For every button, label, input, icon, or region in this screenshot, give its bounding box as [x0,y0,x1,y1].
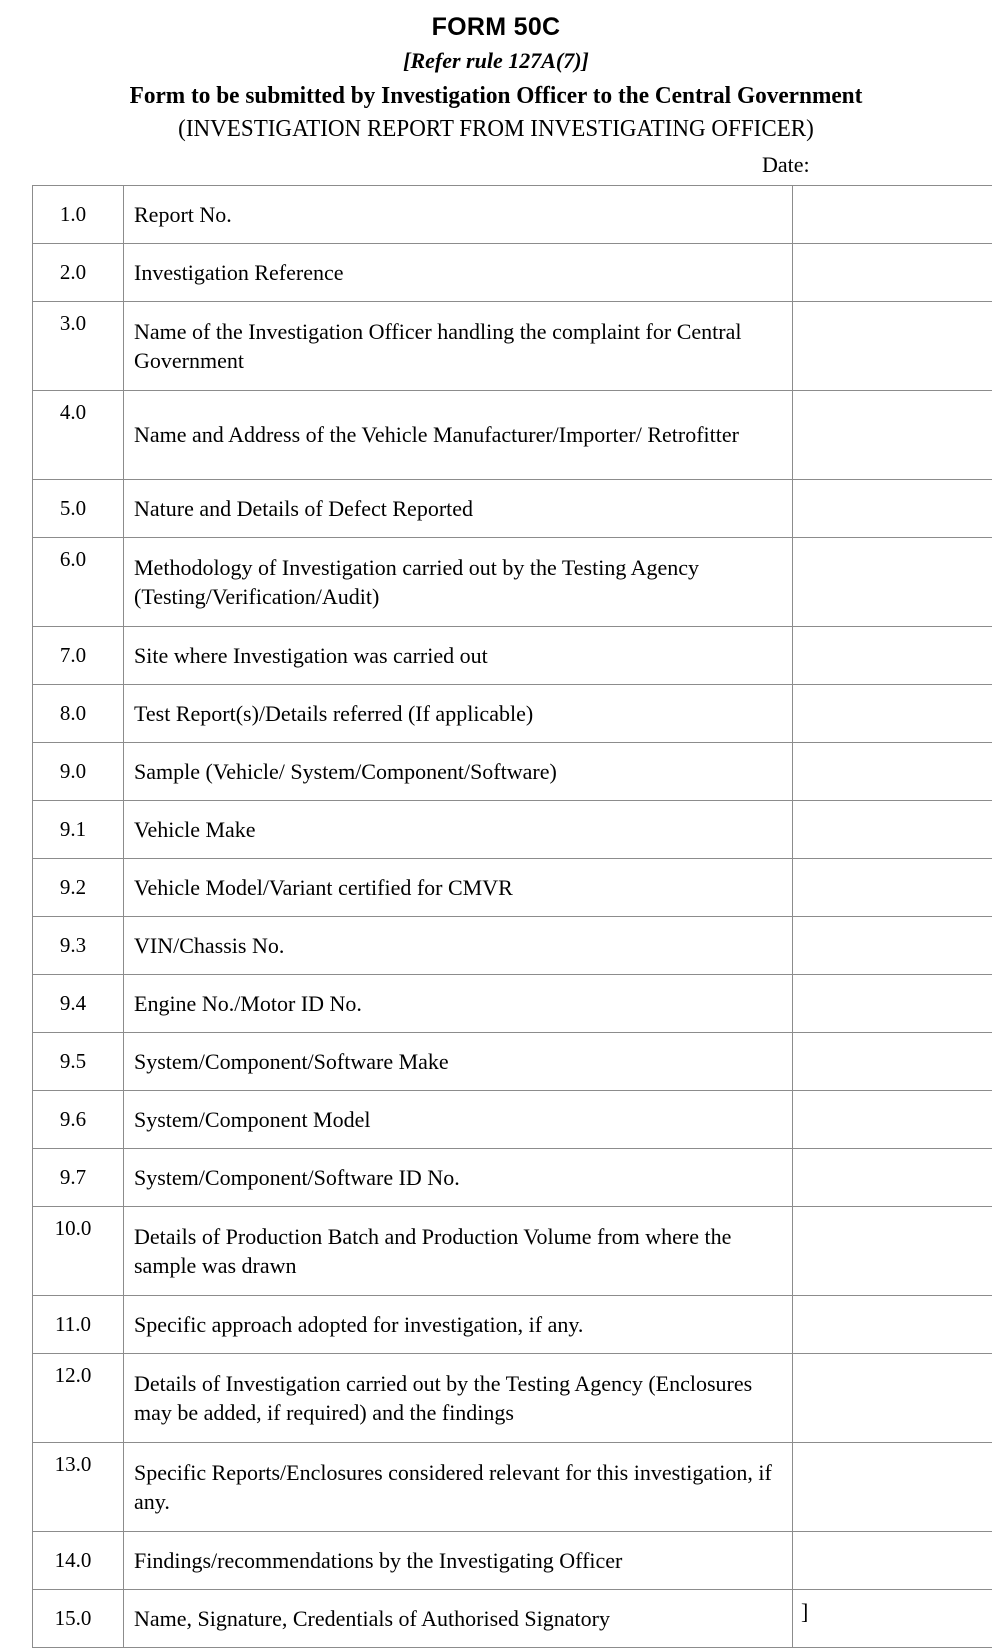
row-label [124,1443,793,1532]
row-value-field[interactable] [793,859,992,917]
table-row [33,975,992,1033]
table-row [33,186,992,244]
row-label-text: System/Component/Software ID No. [134,1163,784,1192]
row-label [124,743,793,801]
table-row [33,859,992,917]
table-row [33,1443,992,1532]
form-subtitle-caps: (INVESTIGATION REPORT FROM INVESTIGATING OFFICER) [20,114,972,144]
row-value-field[interactable] [793,685,992,743]
table-row [33,538,992,627]
row-value-field[interactable] [793,1033,992,1091]
row-value-field[interactable] [793,743,992,801]
row-value-field[interactable] [793,1149,992,1207]
row-value-field[interactable] [793,1091,992,1149]
row-label-text: Name and Address of the Vehicle Manufacturer/Importer/ Retrofitter [134,420,784,449]
row-label [124,1149,793,1207]
row-label-text: Investigation Reference [134,258,784,287]
row-value-field[interactable] [793,1532,992,1590]
row-serial-number: 1.0 [33,186,124,244]
row-label-text: Details of Production Batch and Production Volume from where the sample was drawn [134,1222,784,1280]
row-serial-number: 10.0 [33,1207,124,1296]
table-row [33,480,992,538]
row-value-field[interactable] [793,1354,992,1443]
row-value-field[interactable] [793,801,992,859]
form-title: FORM 50C [0,12,992,42]
table-row [33,1590,992,1648]
row-label-text: Site where Investigation was carried out [134,641,784,670]
row-label [124,975,793,1033]
row-label [124,1590,793,1648]
table-row [33,917,992,975]
row-serial-number: 5.0 [33,480,124,538]
row-serial-number: 9.4 [33,975,124,1033]
row-label [124,391,793,480]
table-row [33,1354,992,1443]
row-label-text: Sample (Vehicle/ System/Component/Software) [134,757,784,786]
date-label: Date: [762,152,810,178]
row-label [124,1091,793,1149]
row-value-field[interactable] [793,302,992,391]
row-label [124,1532,793,1590]
row-serial-number: 9.3 [33,917,124,975]
row-serial-number: 9.0 [33,743,124,801]
row-serial-number: 9.7 [33,1149,124,1207]
table-row [33,1033,992,1091]
row-label [124,1207,793,1296]
row-label [124,801,793,859]
row-label [124,1354,793,1443]
form-subtitle-bold: Form to be submitted by Investigation Officer to the Central Government [15,81,977,111]
row-serial-number: 14.0 [33,1532,124,1590]
row-serial-number: 8.0 [33,685,124,743]
row-serial-number: 9.2 [33,859,124,917]
form-table [32,185,992,1648]
row-serial-number: 2.0 [33,244,124,302]
row-label-text: Methodology of Investigation carried out by the Testing Agency (Testing/Verification/Audit) [134,553,784,611]
table-row [33,1091,992,1149]
row-label-text: Vehicle Model/Variant certified for CMVR [134,873,784,902]
row-serial-number: 3.0 [33,302,124,391]
row-serial-number: 4.0 [33,391,124,480]
table-row [33,627,992,685]
table-row [33,302,992,391]
rule-reference: [Refer rule 127A(7)] [0,46,992,76]
document-heading [0,0,992,144]
row-label-text: Vehicle Make [134,815,784,844]
row-label-text: System/Component/Software Make [134,1047,784,1076]
row-value-field[interactable]: ] [793,1590,992,1648]
row-label [124,480,793,538]
row-label [124,1033,793,1091]
table-row [33,1532,992,1590]
row-value-field[interactable] [793,975,992,1033]
row-serial-number: 15.0 [33,1590,124,1648]
row-value-field[interactable] [793,1207,992,1296]
table-row [33,743,992,801]
row-value-field[interactable] [793,1296,992,1354]
row-label [124,302,793,391]
form-table-container [32,185,948,1648]
row-value-field[interactable] [793,917,992,975]
row-label [124,917,793,975]
row-serial-number: 9.1 [33,801,124,859]
table-row [33,801,992,859]
table-row [33,1296,992,1354]
row-label [124,859,793,917]
row-value-field[interactable] [793,627,992,685]
row-label [124,1296,793,1354]
row-label [124,685,793,743]
row-label-text: System/Component Model [134,1105,784,1134]
row-serial-number: 9.5 [33,1033,124,1091]
table-row [33,1149,992,1207]
row-label-text: Test Report(s)/Details referred (If applicable) [134,699,784,728]
row-serial-number: 12.0 [33,1354,124,1443]
row-serial-number: 11.0 [33,1296,124,1354]
row-label [124,186,793,244]
table-row [33,391,992,480]
row-value-field[interactable] [793,391,992,480]
row-label [124,244,793,302]
row-serial-number: 6.0 [33,538,124,627]
row-label-text: Nature and Details of Defect Reported [134,494,784,523]
row-label-text: VIN/Chassis No. [134,931,784,960]
row-label-text: Name of the Investigation Officer handling the complaint for Central Government [134,317,784,375]
row-serial-number: 7.0 [33,627,124,685]
row-value-field[interactable] [793,538,992,627]
row-label [124,538,793,627]
row-value-field[interactable] [793,244,992,302]
row-value-field[interactable] [793,480,992,538]
row-label-text: Specific approach adopted for investigation, if any. [134,1310,784,1339]
table-row [33,685,992,743]
table-row [33,244,992,302]
row-value-field[interactable] [793,1443,992,1532]
row-label-text: Findings/recommendations by the Investigating Officer [134,1546,784,1575]
row-value-field[interactable] [793,186,992,244]
row-serial-number: 9.6 [33,1091,124,1149]
row-serial-number: 13.0 [33,1443,124,1532]
row-label-text: Specific Reports/Enclosures considered relevant for this investigation, if any. [134,1458,784,1516]
row-label [124,627,793,685]
form-table-body [33,186,992,1648]
row-label-text: Engine No./Motor ID No. [134,989,784,1018]
row-label-text: Details of Investigation carried out by the Testing Agency (Enclosures may be added, if required) and the findings [134,1369,784,1427]
row-label-text: Report No. [134,200,784,229]
row-label-text: Name, Signature, Credentials of Authorised Signatory [134,1604,784,1633]
table-row [33,1207,992,1296]
